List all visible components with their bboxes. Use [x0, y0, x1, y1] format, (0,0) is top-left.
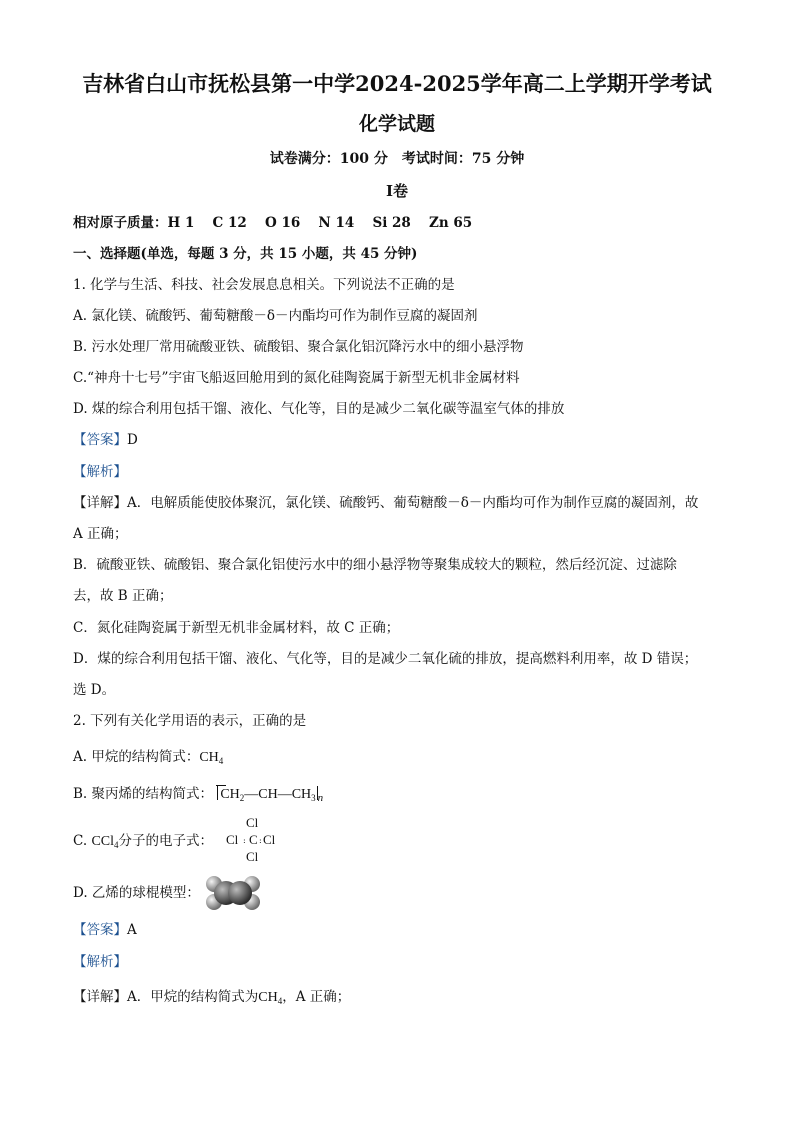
- q1-detail-c: C．氮化硅陶瓷属于新型无机非金属材料，故 C 正确；: [73, 620, 400, 636]
- q2-option-b: [73, 785, 323, 804]
- q1-detail-b1: B．硫酸亚铁、硫酸铝、聚合氯化铝使污水中的细小悬浮物等聚集成较大的颗粒，然后经沉淀、过滤除: [73, 557, 677, 573]
- q2-option-d: D. 乙烯的球棍模型：: [73, 885, 200, 901]
- q2-stem: 2. 下列有关化学用语的表示，正确的是: [73, 713, 307, 729]
- q1-detail-a1: [73, 494, 698, 512]
- q1-detail-a2: A 正确；: [73, 526, 128, 542]
- answer-tag: 【答案】: [73, 432, 127, 448]
- q1-option-c: C.“神舟十七号”宇宙飞船返回舱用到的氮化硅陶瓷属于新型无机非金属材料: [73, 370, 520, 386]
- detail-text: A．电解质能使胶体聚沉，氯化镁、硫酸钙、葡萄糖酸－δ－内酯均可作为制作豆腐的凝固剂，故: [127, 495, 699, 511]
- volume-label: Ⅰ卷: [385, 182, 409, 200]
- methane-formula: $CH_4$: [258, 990, 283, 1006]
- exam-info: 试卷满分：100 分 考试时间：75 分钟: [269, 151, 525, 167]
- q1-option-d: D. 煤的综合利用包括干馏、液化、气化等，目的是减少二氧化碳等温室气体的排放: [73, 401, 565, 417]
- exam-title: 吉林省白山市抚松县第一中学2024-2025学年高二上学期开学考试: [82, 71, 712, 96]
- analysis-tag: 【解析】: [73, 954, 127, 970]
- atomic-mass-line: 相对原子质量：H 1 C 12 O 16 N 14 Si 28 Zn 65: [73, 215, 473, 231]
- option-label: A. 甲烷的结构简式：: [73, 749, 200, 765]
- exam-subtitle: 化学试题: [358, 113, 435, 135]
- polypropylene-formula: $CH_2—CH—CH_3$ $_n$: [217, 786, 323, 804]
- analysis-tag: 【解析】: [73, 464, 127, 480]
- answer-value: A: [127, 922, 137, 938]
- answer-tag: 【答案】: [73, 922, 127, 938]
- q1-detail-b2: 去，故 B 正确；: [73, 588, 173, 604]
- answer-value: D: [127, 432, 138, 448]
- q2-detail-a: 【详解】A．甲烷的结构简式为$CH_4$，A 正确；: [73, 989, 351, 1006]
- q1-option-a: A. 氯化镁、硫酸钙、葡萄糖酸－δ－内酯均可作为制作豆腐的凝固剂: [73, 308, 478, 324]
- q1-stem: 1. 化学与生活、科技、社会发展息息相关。下列说法不正确的是: [73, 277, 455, 293]
- q1-detail-d: D．煤的综合利用包括干馏、液化、气化等，目的是减少二氧化硫的排放，提高燃料利用率，故 D 错误；: [73, 651, 698, 667]
- ccl4-lewis-structure: Cl Cl C Cl Cl : :: [226, 815, 276, 864]
- detail-tag: 【详解】: [73, 495, 127, 511]
- q2-option-c: C. CCl$_4$分子的电子式：: [73, 833, 214, 850]
- q1-analysis-tag: [73, 463, 127, 481]
- q2-answer: [73, 921, 137, 939]
- ethylene-ball-model-icon: [203, 874, 263, 912]
- q1-conclusion: 选 D。: [73, 682, 116, 698]
- q1-answer: [73, 431, 138, 449]
- option-label: B. 聚丙烯的结构简式：: [73, 786, 214, 802]
- methane-formula: $CH_4$: [199, 750, 224, 766]
- q2-analysis-tag: [73, 953, 127, 971]
- ccl4-formula: CCl$_4$: [91, 834, 119, 850]
- detail-tag: 【详解】: [73, 989, 127, 1005]
- q1-option-b: B. 污水处理厂常用硫酸亚铁、硫酸铝、聚合氯化铝沉降污水中的细小悬浮物: [73, 339, 524, 355]
- q2-option-a: [73, 748, 223, 767]
- section-heading: 一、选择题(单选，每题 3 分，共 15 小题，共 45 分钟): [73, 246, 418, 262]
